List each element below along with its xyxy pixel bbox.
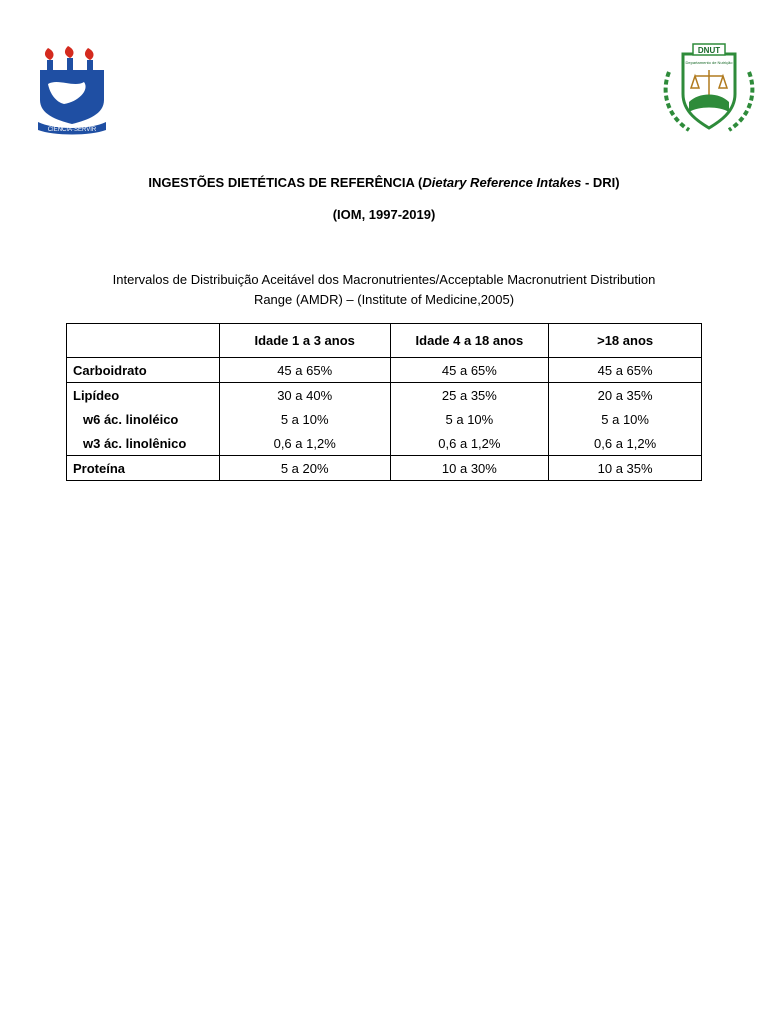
- table-row: [67, 407, 702, 431]
- table-cell: 0,6 a 1,2%: [549, 431, 702, 456]
- amdr-table: [66, 323, 702, 481]
- table-cell: 5 a 10%: [549, 407, 702, 431]
- table-cell: 45 a 65%: [390, 358, 549, 383]
- title-end: - DRI): [581, 175, 620, 190]
- document-source: (IOM, 1997-2019): [332, 207, 436, 222]
- table-row: [67, 456, 702, 481]
- column-header: Idade 1 a 3 anos: [219, 324, 390, 358]
- dnut-acronym-text: DNUT: [697, 46, 721, 55]
- table-row: [67, 431, 702, 456]
- column-header: [67, 324, 220, 358]
- table-cell: 10 a 30%: [390, 456, 549, 481]
- row-label: w6 ác. linoléico: [67, 407, 220, 431]
- title-italic: Dietary Reference Intakes: [422, 175, 582, 190]
- torch-icon: [65, 46, 74, 70]
- torch-icon: [45, 48, 54, 70]
- document-title: [0, 175, 768, 190]
- column-header: Idade 4 a 18 anos: [390, 324, 549, 358]
- dnut-caption-text: Departamento de Nutrição: [685, 60, 733, 65]
- torch-icon: [85, 48, 94, 70]
- table-cell: 25 a 35%: [390, 383, 549, 408]
- row-label: w3 ác. linolênico: [67, 431, 220, 456]
- column-header: >18 anos: [549, 324, 702, 358]
- table-cell: 5 a 10%: [219, 407, 390, 431]
- table-cell: 45 a 65%: [219, 358, 390, 383]
- table-cell: 45 a 65%: [549, 358, 702, 383]
- table-cell: 30 a 40%: [219, 383, 390, 408]
- logo-motto-text: CIENCIA·SERVIR: [47, 127, 97, 133]
- table-cell: 5 a 20%: [219, 456, 390, 481]
- table-caption: [60, 270, 708, 310]
- caption-line-2: Range (AMDR) – (Institute of Medicine,2005): [253, 292, 515, 307]
- dnut-logo: [659, 42, 759, 138]
- row-label: Lipídeo: [67, 383, 220, 408]
- row-label: Carboidrato: [67, 358, 220, 383]
- table-row: [67, 358, 702, 383]
- table-cell: 5 a 10%: [390, 407, 549, 431]
- row-label: Proteína: [67, 456, 220, 481]
- ufs-crest-logo: [34, 44, 110, 136]
- table-header-row: [67, 324, 702, 358]
- table-row: [67, 383, 702, 408]
- table-cell: 0,6 a 1,2%: [219, 431, 390, 456]
- title-main: INGESTÕES DIETÉTICAS DE REFERÊNCIA (: [148, 175, 423, 190]
- caption-line-1: Intervalos de Distribuição Aceitável dos Macronutrientes/Acceptable Macronutrient Distribution: [112, 272, 656, 287]
- table-cell: 0,6 a 1,2%: [390, 431, 549, 456]
- ufs-text: UFS: [700, 112, 718, 122]
- table-cell: 10 a 35%: [549, 456, 702, 481]
- table-cell: 20 a 35%: [549, 383, 702, 408]
